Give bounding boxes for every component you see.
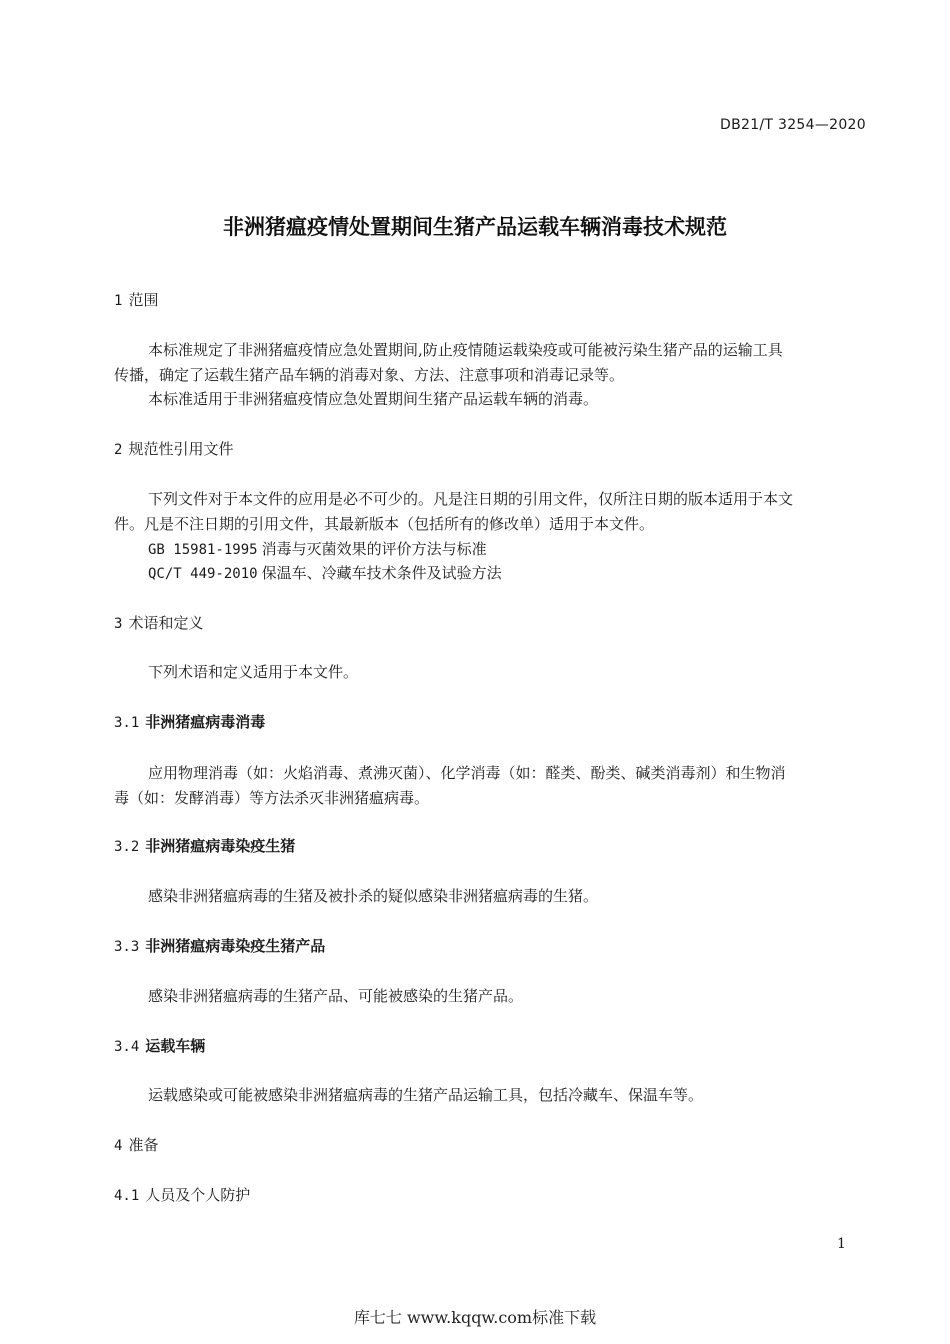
page-number: 1 bbox=[837, 1236, 846, 1252]
section-title: 非洲猪瘟病毒消毒 bbox=[145, 713, 266, 731]
subsection-3-1-heading bbox=[114, 711, 265, 732]
section-title: 准备 bbox=[128, 1136, 159, 1154]
reference-item bbox=[148, 562, 502, 583]
subsection-3-2-heading bbox=[114, 835, 295, 856]
section-title: 规范性引用文件 bbox=[128, 440, 234, 458]
paragraph: 下列文件对于本文件的应用是必不可少的。凡是注日期的引用文件，仅所注日期的版本适用于本文 bbox=[148, 490, 794, 508]
section-number: 3 bbox=[114, 616, 123, 632]
section-title: 范围 bbox=[128, 291, 159, 309]
page-title: 非洲猪瘟疫情处置期间生猪产品运载车辆消毒技术规范 bbox=[223, 215, 727, 239]
section-title: 非洲猪瘟病毒染疫生猪产品 bbox=[145, 937, 326, 955]
section-title: 非洲猪瘟病毒染疫生猪 bbox=[145, 837, 296, 855]
section-title: 运载车辆 bbox=[145, 1037, 206, 1055]
section-number: 2 bbox=[114, 442, 123, 458]
paragraph: 运载感染或可能被感染非洲猪瘟病毒的生猪产品运输工具，包括冷藏车、保温车等。 bbox=[148, 1086, 704, 1104]
section-1-heading bbox=[114, 289, 158, 310]
paragraph: 应用物理消毒（如：火焰消毒、煮沸灭菌）、化学消毒（如：醛类、酚类、碱类消毒剂）和生物消 bbox=[148, 764, 786, 782]
subsection-3-3-heading bbox=[114, 935, 325, 956]
section-title: 术语和定义 bbox=[128, 614, 204, 632]
reference-item bbox=[148, 538, 487, 559]
footer-watermark: 库七七 www.kqqw.com标准下载 bbox=[353, 1308, 597, 1327]
section-number: 3.4 bbox=[114, 1039, 140, 1055]
section-number: 4 bbox=[114, 1138, 123, 1154]
paragraph: 本标准规定了非洲猪瘟疫情应急处置期间,防止疫情随运载染疫或可能被污染生猪产品的运输工具 bbox=[148, 341, 783, 359]
paragraph: 感染非洲猪瘟病毒的生猪产品、可能被感染的生猪产品。 bbox=[148, 987, 524, 1005]
section-number: 3.2 bbox=[114, 839, 140, 855]
paragraph: 件。凡是不注日期的引用文件，其最新版本（包括所有的修改单）适用于本文件。 bbox=[114, 515, 655, 533]
paragraph: 下列术语和定义适用于本文件。 bbox=[148, 663, 359, 681]
section-number: 4.1 bbox=[114, 1188, 140, 1204]
subsection-4-1-heading bbox=[114, 1184, 250, 1205]
reference-title: 保温车、冷藏车技术条件及试验方法 bbox=[261, 564, 502, 582]
section-number: 3.1 bbox=[114, 715, 140, 731]
section-3-heading bbox=[114, 612, 203, 633]
section-number: 1 bbox=[114, 293, 123, 309]
paragraph: 毒（如：发酵消毒）等方法杀灭非洲猪瘟病毒。 bbox=[114, 789, 430, 807]
reference-code: QC/T 449-2010 bbox=[148, 566, 258, 582]
paragraph: 感染非洲猪瘟病毒的生猪及被扑杀的疑似感染非洲猪瘟病毒的生猪。 bbox=[148, 887, 599, 905]
section-4-heading bbox=[114, 1134, 158, 1155]
reference-title: 消毒与灭菌效果的评价方法与标准 bbox=[261, 540, 487, 558]
subsection-3-4-heading bbox=[114, 1035, 205, 1056]
section-2-heading bbox=[114, 438, 233, 459]
section-number: 3.3 bbox=[114, 939, 140, 955]
section-title: 人员及个人防护 bbox=[145, 1186, 251, 1204]
paragraph: 传播，确定了运载生猪产品车辆的消毒对象、方法、注意事项和消毒记录等。 bbox=[114, 366, 625, 384]
reference-code: GB 15981-1995 bbox=[148, 542, 258, 558]
paragraph: 本标准适用于非洲猪瘟疫情应急处置期间生猪产品运载车辆的消毒。 bbox=[148, 390, 599, 408]
doc-code: DB21/T 3254—2020 bbox=[720, 117, 866, 133]
